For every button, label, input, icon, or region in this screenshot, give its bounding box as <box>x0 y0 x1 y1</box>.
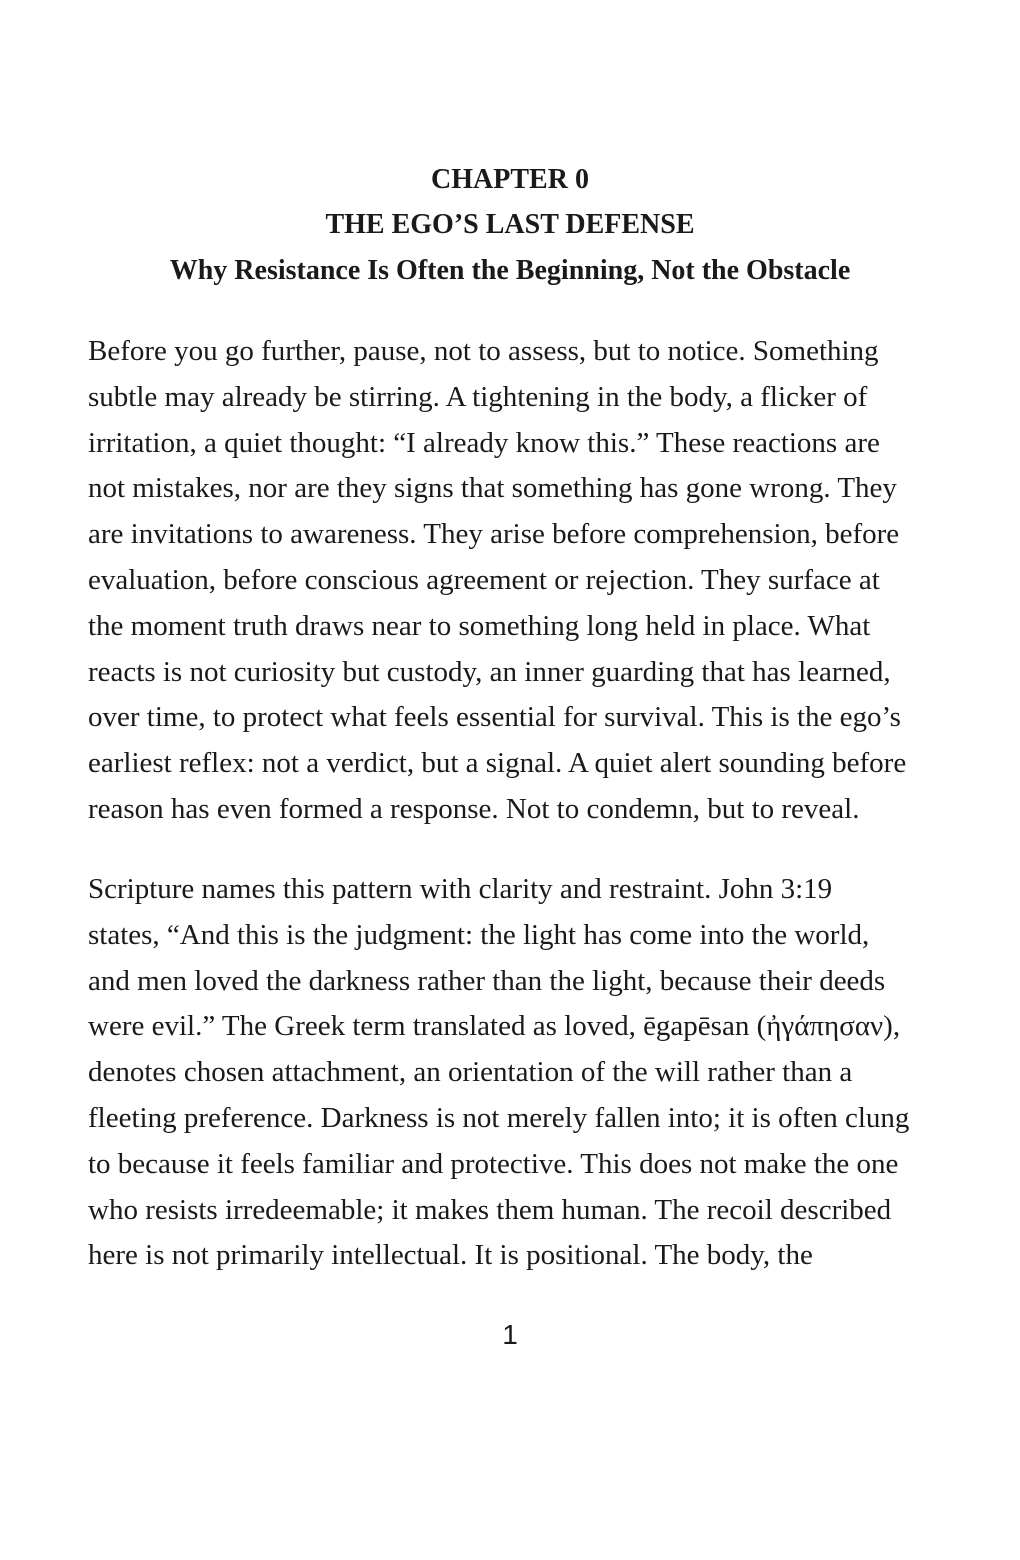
text-line: to because it feels familiar and protective. This does not make the one <box>88 1147 899 1180</box>
text-line: reacts is not curiosity but custody, an inner guarding that has learned, <box>88 655 891 688</box>
chapter-title: THE EGO’S LAST DEFENSE <box>325 209 695 240</box>
text-line: were evil.” The Greek term translated as loved, ēgapēsan (ἠγάπησαν), <box>88 1010 901 1043</box>
text-line: and men loved the darkness rather than the light, because their deeds <box>88 964 886 997</box>
text-line: Scripture names this pattern with clarity and restraint. John 3:19 <box>88 873 833 905</box>
paragraph-1 <box>88 329 938 833</box>
text-line: over time, to protect what feels essential for survival. This is the ego’s <box>88 701 901 734</box>
text-line: denotes chosen attachment, an orientation of the will rather than a <box>88 1056 853 1089</box>
paragraph-2 <box>88 867 938 1279</box>
text-line: Before you go further, pause, not to assess, but to notice. Something <box>88 335 879 367</box>
text-line: who resists irredeemable; it makes them human. The recoil described <box>88 1193 892 1226</box>
page-number: 1 <box>502 1319 518 1350</box>
chapter-subtitle: Why Resistance Is Often the Beginning, Not the Obstacle <box>169 255 851 286</box>
text-line: fleeting preference. Darkness is not merely fallen into; it is often clung <box>88 1101 910 1134</box>
text-line: not mistakes, nor are they signs that something has gone wrong. They <box>88 472 897 505</box>
text-line: reason has even formed a response. Not to condemn, but to reveal. <box>88 792 860 825</box>
text-line: here is not primarily intellectual. It is positional. The body, the <box>88 1239 813 1272</box>
text-line: are invitations to awareness. They arise before comprehension, before <box>88 518 900 551</box>
text-line: evaluation, before conscious agreement or rejection. They surface at <box>88 563 880 596</box>
text-line: irritation, a quiet thought: “I already know this.” These reactions are <box>88 426 880 459</box>
chapter-number: CHAPTER 0 <box>431 164 589 195</box>
text-line: the moment truth draws near to something long held in place. What <box>88 609 871 642</box>
text-line: states, “And this is the judgment: the light has come into the world, <box>88 918 870 951</box>
text-line: earliest reflex: not a verdict, but a signal. A quiet alert sounding before <box>88 747 907 780</box>
text-line: subtle may already be stirring. A tightening in the body, a flicker of <box>88 380 868 413</box>
